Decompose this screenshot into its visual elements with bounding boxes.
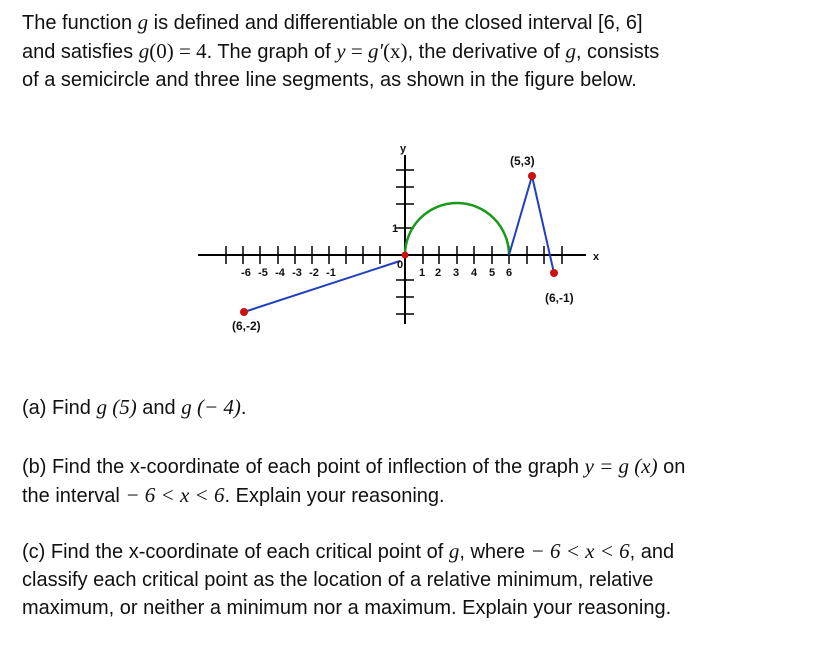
- x-tick-label: -6: [241, 267, 251, 279]
- point-label-right: (6,-1): [545, 291, 574, 305]
- point-label-left: (6,-2): [232, 319, 261, 333]
- peak-point-marker: [528, 172, 536, 180]
- x-tick-label: -4: [275, 267, 285, 279]
- x-tick-label: 1: [418, 267, 426, 279]
- falling-line-segment: [532, 176, 554, 273]
- x-tick-label: 3: [452, 267, 460, 279]
- point-label-peak: (5,3): [510, 154, 535, 168]
- part-c: (c) Find the x-coordinate of each critical point of g, where − 6 < x < 6, and classify each critical point as the location of a relative minimum, relative maximum, or neither a minimum nor a maximum. Explain your reasoning.: [22, 539, 675, 619]
- derivative-graph: [196, 140, 616, 340]
- x-tick-label: 2: [434, 267, 442, 279]
- y-tick-label-1: 1: [392, 223, 399, 235]
- part-a: (a) Find g (5) and g (− 4).: [22, 395, 247, 419]
- x-axis-label: x: [593, 251, 600, 263]
- x-tick-label: 5: [488, 267, 496, 279]
- problem-intro: The function g is defined and differentiable on the closed interval [6, 6] and satisfies g(0) = 4. The graph of y = g′(x), the derivative of g, consists of a semicircle and three line segments, as shown in the figure below.: [22, 10, 660, 91]
- x-tick-label: -1: [326, 267, 336, 279]
- y-axis-label: y: [400, 143, 407, 155]
- rising-line-segment: [509, 176, 532, 255]
- x-tick-label: 4: [470, 267, 478, 279]
- origin-marker: [402, 252, 409, 259]
- part-b: (b) Find the x-coordinate of each point of inflection of the graph y = g (x) on the interval − 6 < x < 6. Explain your reasoning.: [22, 454, 686, 507]
- left-endpoint-marker: [240, 308, 248, 316]
- x-tick-label: -2: [309, 267, 319, 279]
- x-tick-label: -3: [292, 267, 302, 279]
- right-endpoint-marker: [550, 269, 558, 277]
- x-tick-label: 6: [505, 267, 513, 279]
- origin-label: 0: [397, 259, 404, 271]
- x-tick-label: -5: [258, 267, 268, 279]
